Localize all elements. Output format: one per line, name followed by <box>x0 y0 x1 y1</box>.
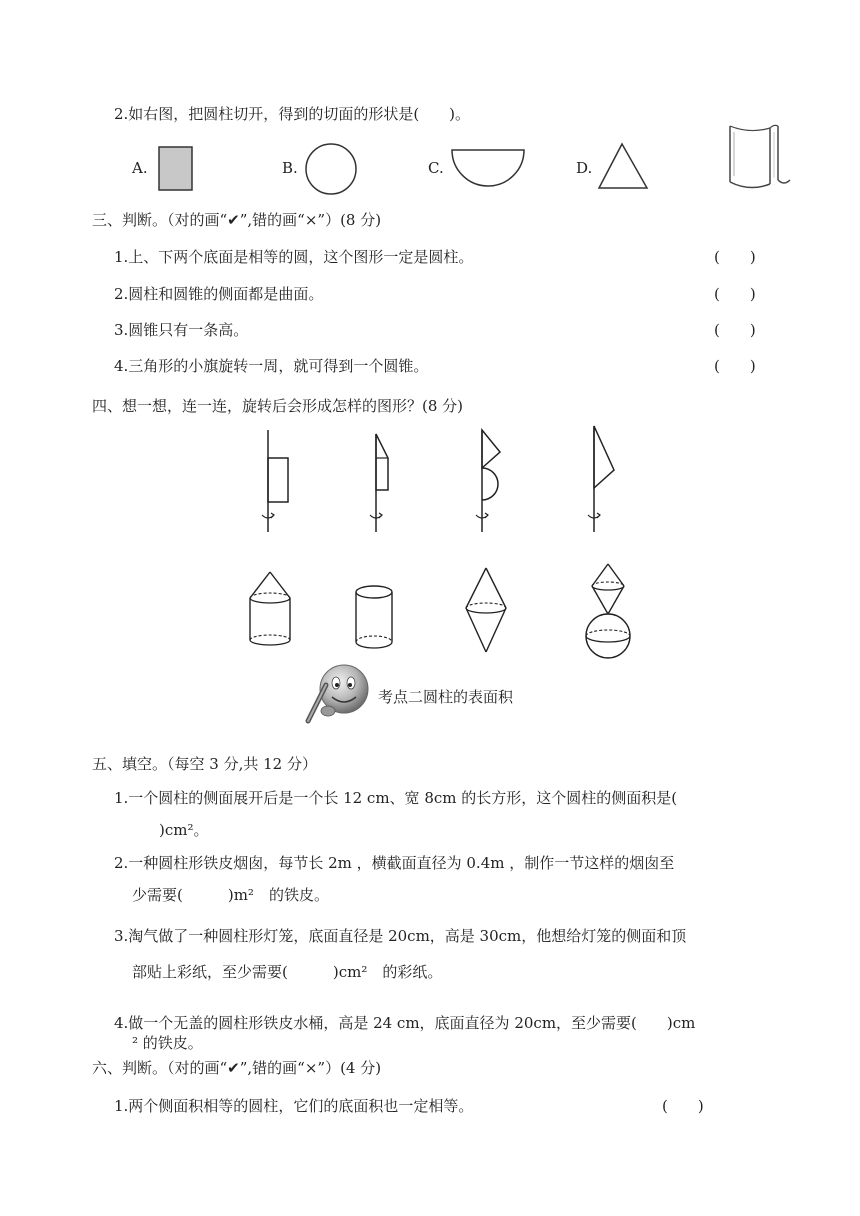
cone-on-sphere-icon[interactable] <box>582 562 638 662</box>
topic-label: 考点二圆柱的表面积 <box>378 688 514 706</box>
sec3-answer-1[interactable]: ( ) <box>714 248 756 266</box>
q2-option-c-label: C. <box>428 159 444 177</box>
sec5-item-3-line1: 3.淘气做了一种圆柱形灯笼，底面直径是 20cm，高是 30cm，他想给灯笼的侧面和顶 <box>114 927 687 945</box>
sec4-heading: 四、想一想，连一连，旋转后会形成怎样的图形？(8 分) <box>92 397 464 415</box>
cylinder-icon[interactable] <box>352 584 400 652</box>
sec5-item-3-line2[interactable]: 部贴上彩纸，至少需要( )cm² 的彩纸。 <box>132 963 443 981</box>
sec5-item-2-line1: 2.一种圆柱形铁皮烟囱，每节长 2m ，横截面直径为 0.4m ，制作一节这样的烟囱至 <box>114 854 675 872</box>
sec5-item-1-line2[interactable]: )cm²。 <box>114 821 209 839</box>
triangle-flag-icon[interactable] <box>578 424 628 536</box>
semicircle-icon <box>450 148 526 190</box>
rectangle-flag-icon[interactable] <box>252 428 302 536</box>
sec5-item-4-line1: 4.做一个无盖的圆柱形铁皮水桶，高是 24 cm，底面直径为 20cm，至少需要( )cm <box>114 1014 696 1032</box>
triangle-semicircle-flag-icon[interactable] <box>466 428 516 536</box>
sec6-item-1: 1.两个侧面积相等的圆柱，它们的底面积也一定相等。 <box>114 1097 474 1115</box>
triangle-icon <box>597 142 649 190</box>
sec5-item-2-line2[interactable]: 少需要( )m² 的铁皮。 <box>132 886 329 904</box>
trapezoid-flag-icon[interactable] <box>360 428 410 536</box>
sec3-item-4: 4.三角形的小旗旋转一周，就可得到一个圆锥。 <box>114 357 429 375</box>
sec3-item-2: 2.圆柱和圆锥的侧面都是曲面。 <box>114 285 324 303</box>
sec5-item-1-line1: 1.一个圆柱的侧面展开后是一个长 12 cm、宽 8cm 的长方形，这个圆柱的侧面积是( <box>114 789 678 807</box>
cone-on-cylinder-icon[interactable] <box>244 570 300 650</box>
sec5-item-4-line2[interactable]: ² 的铁皮。 <box>132 1034 203 1052</box>
q2-option-b-label: B. <box>282 159 298 177</box>
gray-rectangle-icon <box>158 146 194 192</box>
sec6-answer-1[interactable]: ( ) <box>662 1097 704 1115</box>
sec3-answer-3[interactable]: ( ) <box>714 321 756 339</box>
sec6-heading: 六、判断。（对的画“✔”,错的画“×”）(4 分) <box>92 1059 382 1077</box>
sec3-item-3: 3.圆锥只有一条高。 <box>114 321 249 339</box>
circle-icon <box>304 142 358 196</box>
q2-stem: 2.如右图，把圆柱切开，得到的切面的形状是( )。 <box>114 105 471 123</box>
sec5-heading: 五、填空。（每空 3 分,共 12 分） <box>92 755 317 773</box>
topic-heading <box>304 663 544 723</box>
double-cone-icon[interactable] <box>462 566 512 656</box>
sec3-answer-2[interactable]: ( ) <box>714 285 756 303</box>
q2-option-d-label: D. <box>576 159 593 177</box>
q2-option-a-label: A. <box>132 159 148 177</box>
sec3-heading: 三、判断。（对的画“✔”,错的画“×”）(8 分) <box>92 211 382 229</box>
cut-cylinder-icon <box>726 122 788 190</box>
sec3-answer-4[interactable]: ( ) <box>714 357 756 375</box>
sec3-item-1: 1.上、下两个底面是相等的圆，这个图形一定是圆柱。 <box>114 248 474 266</box>
smiley-pencil-icon <box>304 663 374 723</box>
